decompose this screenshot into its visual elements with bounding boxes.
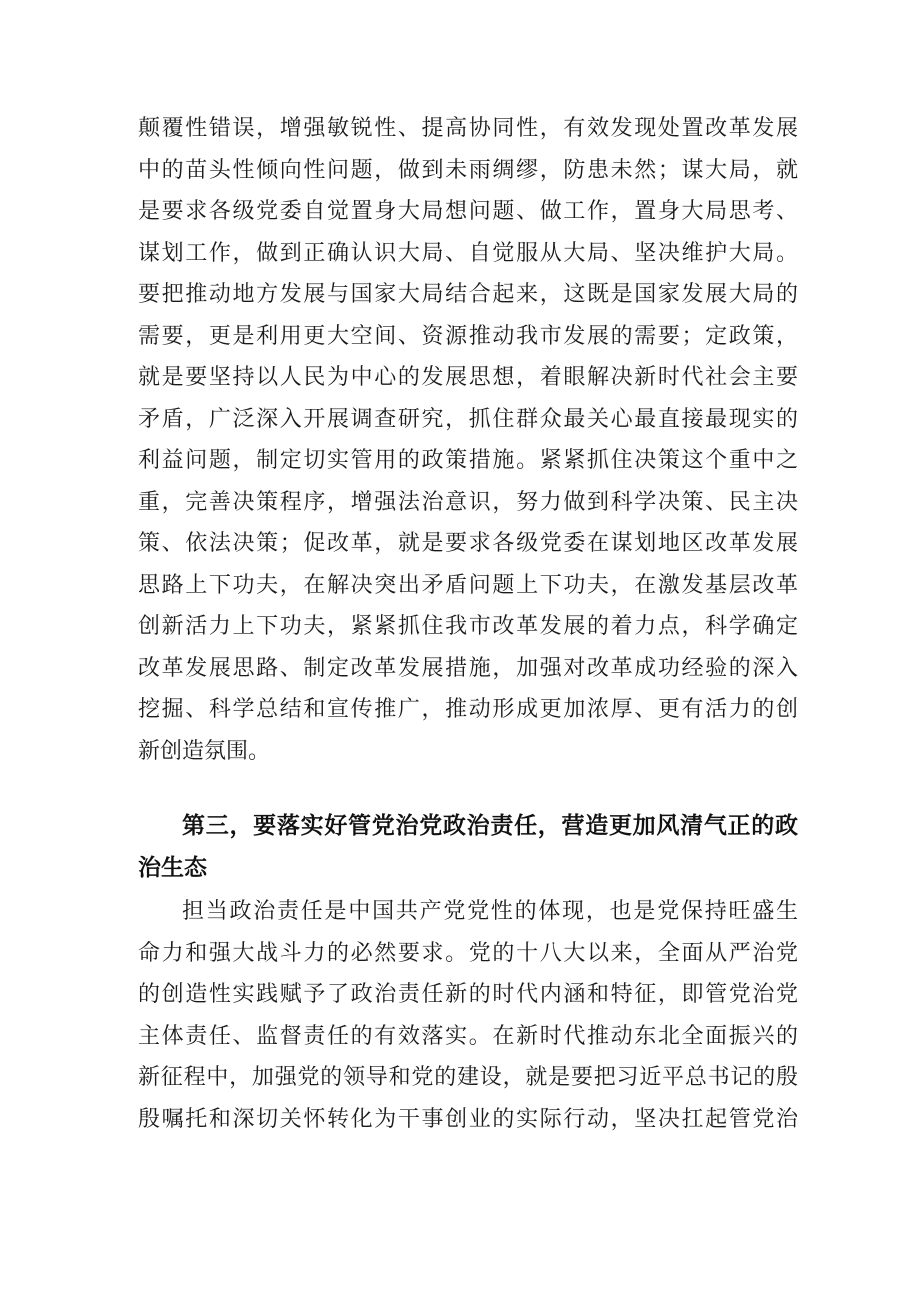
paragraph-1-line: 重，完善决策程序，增强法治意识，努力做到科学决策、民主决: [138, 489, 798, 515]
paragraph-1-line: 思路上下功夫，在解决突出矛盾问题上下功夫，在激发基层改革: [138, 572, 798, 598]
paragraph-1-line: 改革发展思路、制定改革发展措施，加强对改革成功经验的深入: [138, 655, 798, 681]
section-heading-line: 第三，要落实好管党治党政治责任，营造更加风清气正的政: [182, 813, 798, 839]
paragraph-2-line: 新征程中，加强党的领导和党的建设，就是要把习近平总书记的殷: [138, 1065, 798, 1090]
paragraph-2-line: 殷嘱托和深切关怀转化为干事创业的实际行动，坚决扛起管党治: [138, 1106, 798, 1132]
paragraph-1: [138, 108, 798, 772]
section-heading-line: 治生态: [138, 854, 207, 881]
paragraph-1-line: 中的苗头性倾向性问题，做到未雨绸缪，防患未然；谋大局，就: [138, 157, 798, 183]
paragraph-2-line: 命力和强大战斗力的必然要求。党的十八大以来，全面从严治党: [138, 940, 798, 966]
paragraph-1-line: 就是要坚持以人民为中心的发展思想，着眼解决新时代社会主要: [138, 365, 798, 390]
paragraph-1-line: 需要，更是利用更大空间、资源推动我市发展的需要；定政策，: [138, 323, 798, 349]
paragraph-2: [138, 891, 798, 1140]
paragraph-1-line: 挖掘、科学总结和宣传推广，推动形成更加浓厚、更有活力的创: [138, 697, 798, 722]
paragraph-1-line: 要把推动地方发展与国家大局结合起来，这既是国家发展大局的: [138, 282, 798, 307]
paragraph-2-line: 主体责任、监督责任的有效落实。在新时代推动东北全面振兴的: [138, 1023, 798, 1049]
paragraph-1-line: 谋划工作，做到正确认识大局、自觉服从大局、坚决维护大局。: [138, 240, 798, 266]
paragraph-1-line: 利益问题，制定切实管用的政策措施。紧紧抓住决策这个重中之: [138, 448, 798, 473]
paragraph-1-line: 颠覆性错误，增强敏锐性、提高协同性，有效发现处置改革发展: [138, 116, 798, 141]
paragraph-1-line: 矛盾，广泛深入开展调查研究，抓住群众最关心最直接最现实的: [138, 406, 798, 432]
paragraph-2-line: 的创造性实践赋予了政治责任新的时代内涵和特征，即管党治党: [138, 982, 798, 1007]
paragraph-1-line: 策、依法决策；促改革，就是要求各级党委在谋划地区改革发展: [138, 531, 798, 556]
paragraph-1-line: 是要求各级党委自觉置身大局想问题、做工作，置身大局思考、: [138, 199, 798, 224]
paragraph-1-line: 新创造氛围。: [138, 738, 271, 764]
paragraph-2-line: 担当政治责任是中国共产党党性的体现，也是党保持旺盛生: [182, 899, 798, 924]
paragraph-1-line: 创新活力上下功夫，紧紧抓住我市改革发展的着力点，科学确定: [138, 614, 798, 639]
section-heading: [138, 806, 798, 889]
